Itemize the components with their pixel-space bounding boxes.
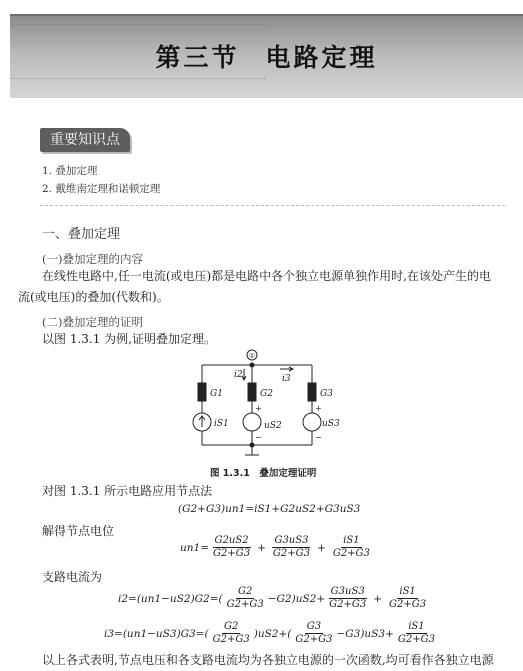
svg-text:i3: i3 — [282, 374, 291, 384]
svg-text:iS1: iS1 — [214, 419, 229, 429]
banner-ghost-text-2: ⋯⋯⋯⋯⋯⋯⋯⋯⋯⋯⋯⋯⋯⋯⋯⋯⋯⋯⋯⋯⋯⋯⋯⋯⋯⋯⋯⋯⋯⋯⋯⋯ — [10, 74, 266, 83]
paragraph-line: 在线性电路中,任一电流(或电压)都是电路中各个独立电源单独作用时,在该处产生的电 — [42, 269, 491, 283]
equation-i3: i3=(un1−uS3)G3=( $\frac{G2}{G2+G3}$ )uS2+( $\frac{G3}{G2+G3}$ −G3)uS3+ $\frac{iS1}{G2+G3}$ — [104, 621, 435, 645]
figure-caption: 图 1.3.1 叠加定理证明 — [210, 468, 317, 479]
node-label: ① — [248, 352, 256, 360]
svg-text:+: + — [255, 404, 262, 413]
key-point-item: 2. 戴维南定理和诺顿定理 — [42, 183, 161, 195]
svg-text:G2: G2 — [260, 389, 273, 399]
text-branch: 支路电流为 — [42, 570, 103, 584]
subheading-content: (一)叠加定理的内容 — [42, 252, 143, 266]
svg-text:−: − — [315, 433, 322, 442]
subheading-proof: (二)叠加定理的证明 — [42, 315, 143, 329]
svg-text:−: − — [255, 433, 262, 442]
banner-ghost-text: ⋯⋯⋯⋯⋯⋯⋯⋯⋯⋯⋯⋯⋯⋯⋯⋯⋯⋯⋯⋯⋯⋯⋯⋯⋯⋯⋯⋯⋯⋯⋯⋯ — [10, 20, 266, 29]
circuit-diagram — [190, 347, 340, 462]
text-node-method: 对图 1.3.1 所示电路应用节点法 — [42, 484, 213, 498]
paragraph-line: 流(或电压)的叠加(代数和)。 — [18, 290, 169, 304]
key-points-label: 重要知识点 — [40, 128, 130, 152]
svg-text:i2: i2 — [234, 370, 243, 380]
text-solve: 解得节点电位 — [42, 524, 115, 538]
voltage-source-us3 — [303, 413, 321, 431]
equation-un1: un1= $\frac{G2uS2}{G2+G3}$ + $\frac{G3uS3}{G2+G3}$ + $\frac{iS1}{G2+G3}$ — [180, 535, 370, 559]
resistor-g2 — [248, 383, 256, 401]
section-title: 第三节 电路定理 — [155, 43, 378, 72]
svg-text:uS2: uS2 — [264, 421, 282, 431]
key-points-list — [42, 162, 160, 198]
svg-text:G3: G3 — [320, 389, 333, 399]
equation-i2: i2=(un1−uS2)G2=( $\frac{G2}{G2+G3}$ −G2)uS2+ $\frac{G3uS3}{G2+G3}$ + $\frac{iS1}{G2+G3}$ — [118, 586, 427, 610]
voltage-source-us2 — [243, 413, 261, 431]
equation-node: (G2+G3)un1=iS1+G2uS2+G3uS3 — [178, 503, 361, 515]
divider — [40, 205, 505, 206]
svg-text:uS3: uS3 — [322, 419, 340, 429]
paragraph-example: 以图 1.3.1 为例,证明叠加定理。 — [42, 332, 216, 346]
key-point-item: 1. 叠加定理 — [42, 165, 98, 177]
svg-text:G1: G1 — [210, 389, 223, 399]
chapter-banner — [10, 14, 523, 98]
svg-text:+: + — [315, 404, 322, 413]
resistor-g1 — [198, 383, 206, 401]
resistor-g3 — [308, 383, 316, 401]
section-heading: 一、叠加定理 — [42, 227, 121, 242]
text-conclusion: 以上各式表明,节点电压和各支路电流均为各独立电源的一次函数,均可看作各独立电源 — [42, 653, 494, 667]
